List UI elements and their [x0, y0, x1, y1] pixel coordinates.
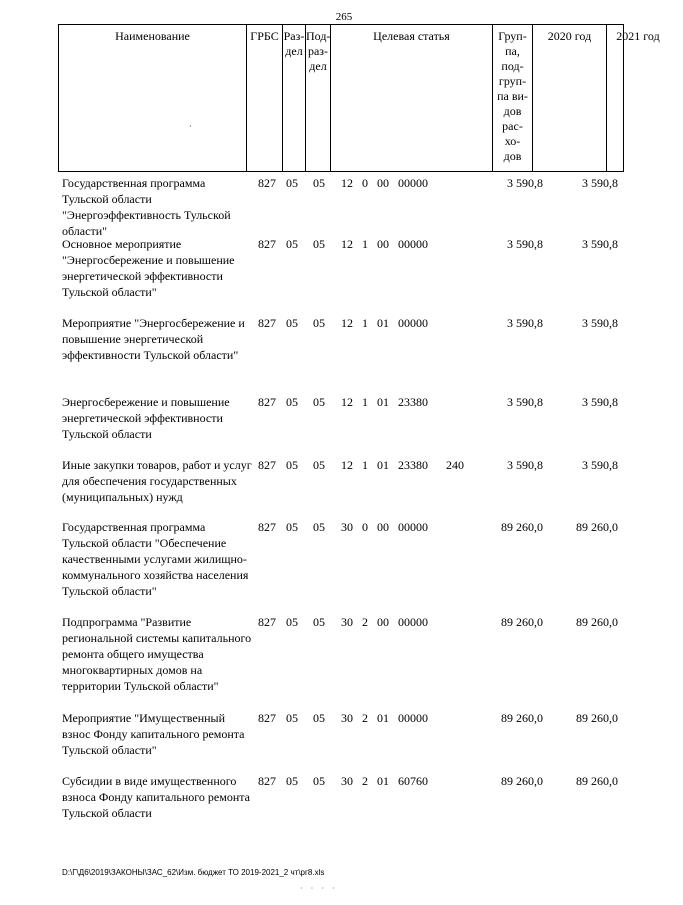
row-amount-2020: 3 590,8	[507, 176, 543, 190]
row-cs-program: 30	[341, 774, 353, 788]
row-cs-program: 30	[341, 615, 353, 629]
row-amount-2020: 3 590,8	[507, 458, 543, 472]
row-cs-program: 12	[341, 237, 353, 251]
row-cs-direction: 00000	[398, 316, 428, 330]
row-grbs: 827	[258, 316, 276, 330]
row-podrazdel: 05	[313, 176, 325, 190]
row-cs-subprogram: 1	[362, 237, 368, 251]
row-podrazdel: 05	[313, 395, 325, 409]
row-podrazdel: 05	[313, 774, 325, 788]
row-name: Мероприятие "Энергосбережение и повышение энергетической эффективности Тульской области"	[62, 316, 245, 362]
row-razdel: 05	[286, 176, 298, 190]
row-amount-2021: 89 260,0	[576, 520, 618, 534]
row-name: Субсидии в виде имущественного взноса Фонду капитального ремонта Тульской области	[62, 774, 250, 820]
row-cs-event: 01	[377, 316, 389, 330]
row-podrazdel: 05	[313, 520, 325, 534]
header-razdel-line: Раз-	[283, 29, 305, 43]
row-grbs: 827	[258, 176, 276, 190]
row-razdel: 05	[286, 458, 298, 472]
header-gruppa	[493, 25, 533, 171]
row-cs-program: 12	[341, 395, 353, 409]
row-razdel: 05	[286, 520, 298, 534]
row-razdel: 05	[286, 316, 298, 330]
row-podrazdel: 05	[313, 615, 325, 629]
header-podrazdel	[306, 25, 331, 171]
row-cs-event: 00	[377, 520, 389, 534]
row-cs-direction: 00000	[398, 520, 428, 534]
row-amount-2020: 89 260,0	[501, 774, 543, 788]
row-cs-subprogram: 2	[362, 711, 368, 725]
row-cs-direction: 00000	[398, 176, 428, 190]
row-cs-subprogram: 0	[362, 176, 368, 190]
row-razdel: 05	[286, 615, 298, 629]
row-grbs: 827	[258, 615, 276, 629]
row-amount-2020: 89 260,0	[501, 711, 543, 725]
header-name: Наименование	[59, 25, 247, 171]
row-cs-subprogram: 0	[362, 520, 368, 534]
row-grbs: 827	[258, 774, 276, 788]
row-grbs: 827	[258, 237, 276, 251]
header-razdel	[283, 25, 306, 171]
row-razdel: 05	[286, 774, 298, 788]
row-amount-2021: 89 260,0	[576, 615, 618, 629]
row-cs-program: 30	[341, 520, 353, 534]
row-cs-program: 12	[341, 316, 353, 330]
row-name: Государственная программа Тульской области "Энергоэффективность Тульской области"	[62, 176, 231, 238]
row-cs-program: 30	[341, 711, 353, 725]
row-cs-subprogram: 2	[362, 615, 368, 629]
row-name: Подпрограмма "Развитие региональной системы капитального ремонта общего имущества многоквартирных домов на территории Тульской области"	[62, 615, 252, 693]
row-amount-2020: 89 260,0	[501, 615, 543, 629]
row-grbs: 827	[258, 458, 276, 472]
row-cs-event: 00	[377, 176, 389, 190]
row-cs-direction: 23380	[398, 458, 428, 472]
row-gruppa: 240	[446, 458, 464, 472]
row-cs-direction: 00000	[398, 711, 428, 725]
row-cs-subprogram: 1	[362, 395, 368, 409]
header-year-2020: 2020 год	[533, 25, 607, 171]
row-amount-2021: 3 590,8	[582, 395, 618, 409]
header-gruppa-line: дов	[503, 149, 522, 163]
header-gruppa-line: хо-	[504, 134, 521, 148]
header-gruppa-line: па,	[505, 44, 520, 58]
header-podrazdel-line: раз-	[307, 44, 329, 58]
row-grbs: 827	[258, 520, 276, 534]
header-gruppa-line: па ви-	[497, 89, 528, 103]
row-amount-2021: 3 590,8	[582, 458, 618, 472]
header-gruppa-line: под-	[501, 59, 524, 73]
header-razdel-line: дел	[285, 44, 303, 58]
row-podrazdel: 05	[313, 458, 325, 472]
row-amount-2020: 3 590,8	[507, 316, 543, 330]
table-header	[58, 24, 660, 172]
row-cs-event: 00	[377, 615, 389, 629]
row-cs-subprogram: 1	[362, 458, 368, 472]
row-amount-2021: 89 260,0	[576, 711, 618, 725]
row-name: Государственная программа Тульской области "Обеспечение качественными услугами жилищно-коммунального хозяйства населения Тульской области"	[62, 520, 249, 598]
header-celevaya: Целевая статья	[331, 25, 493, 171]
row-cs-program: 12	[341, 176, 353, 190]
row-name: Энергосбережение и повышение энергетической эффективности Тульской области	[62, 395, 230, 441]
row-amount-2021: 3 590,8	[582, 316, 618, 330]
row-cs-event: 00	[377, 237, 389, 251]
header-year-2021: 2021 год	[616, 29, 660, 43]
row-podrazdel: 05	[313, 316, 325, 330]
row-grbs: 827	[258, 711, 276, 725]
header-podrazdel-line: дел	[309, 59, 327, 73]
row-cs-event: 01	[377, 395, 389, 409]
row-cs-program: 12	[341, 458, 353, 472]
header-podrazdel-line: Под-	[306, 29, 331, 43]
row-amount-2021: 3 590,8	[582, 237, 618, 251]
row-cs-direction: 60760	[398, 774, 428, 788]
row-razdel: 05	[286, 711, 298, 725]
row-amount-2020: 3 590,8	[507, 237, 543, 251]
header-gruppa-line: рас-	[502, 119, 523, 133]
row-amount-2020: 89 260,0	[501, 520, 543, 534]
row-name: Иные закупки товаров, работ и услуг для обеспечения государственных (муниципальных) нужд	[62, 458, 252, 504]
header-gruppa-line: Груп-	[498, 29, 527, 43]
file-path-footer: D:\Г\Д6\2019\ЗАКОНЫ\ЗАС_62\Изм. бюджет ТО 2019-2021_2 чт\рг8.xls	[62, 868, 325, 877]
row-cs-subprogram: 1	[362, 316, 368, 330]
row-amount-2021: 89 260,0	[576, 774, 618, 788]
row-cs-direction: 23380	[398, 395, 428, 409]
row-name: Основное мероприятие "Энергосбережение и повышение энергетической эффективности Тульской области"	[62, 237, 235, 299]
header-gruppa-line: дов	[503, 104, 522, 118]
row-razdel: 05	[286, 237, 298, 251]
row-cs-direction: 00000	[398, 615, 428, 629]
header-grbs: ГРБС	[247, 25, 283, 171]
row-razdel: 05	[286, 395, 298, 409]
row-amount-2020: 3 590,8	[507, 395, 543, 409]
header-gruppa-line: груп-	[498, 74, 527, 88]
row-cs-event: 01	[377, 711, 389, 725]
row-grbs: 827	[258, 395, 276, 409]
row-name: Мероприятие "Имущественный взнос Фонду капитального ремонта Тульской области"	[62, 711, 245, 757]
row-amount-2021: 3 590,8	[582, 176, 618, 190]
row-cs-direction: 00000	[398, 237, 428, 251]
row-podrazdel: 05	[313, 237, 325, 251]
row-podrazdel: 05	[313, 711, 325, 725]
row-cs-event: 01	[377, 458, 389, 472]
row-cs-subprogram: 2	[362, 774, 368, 788]
page-number: 265	[335, 11, 353, 23]
row-cs-event: 01	[377, 774, 389, 788]
header-dot: ·	[189, 122, 192, 131]
footer-dots: · · · ·	[300, 884, 338, 893]
